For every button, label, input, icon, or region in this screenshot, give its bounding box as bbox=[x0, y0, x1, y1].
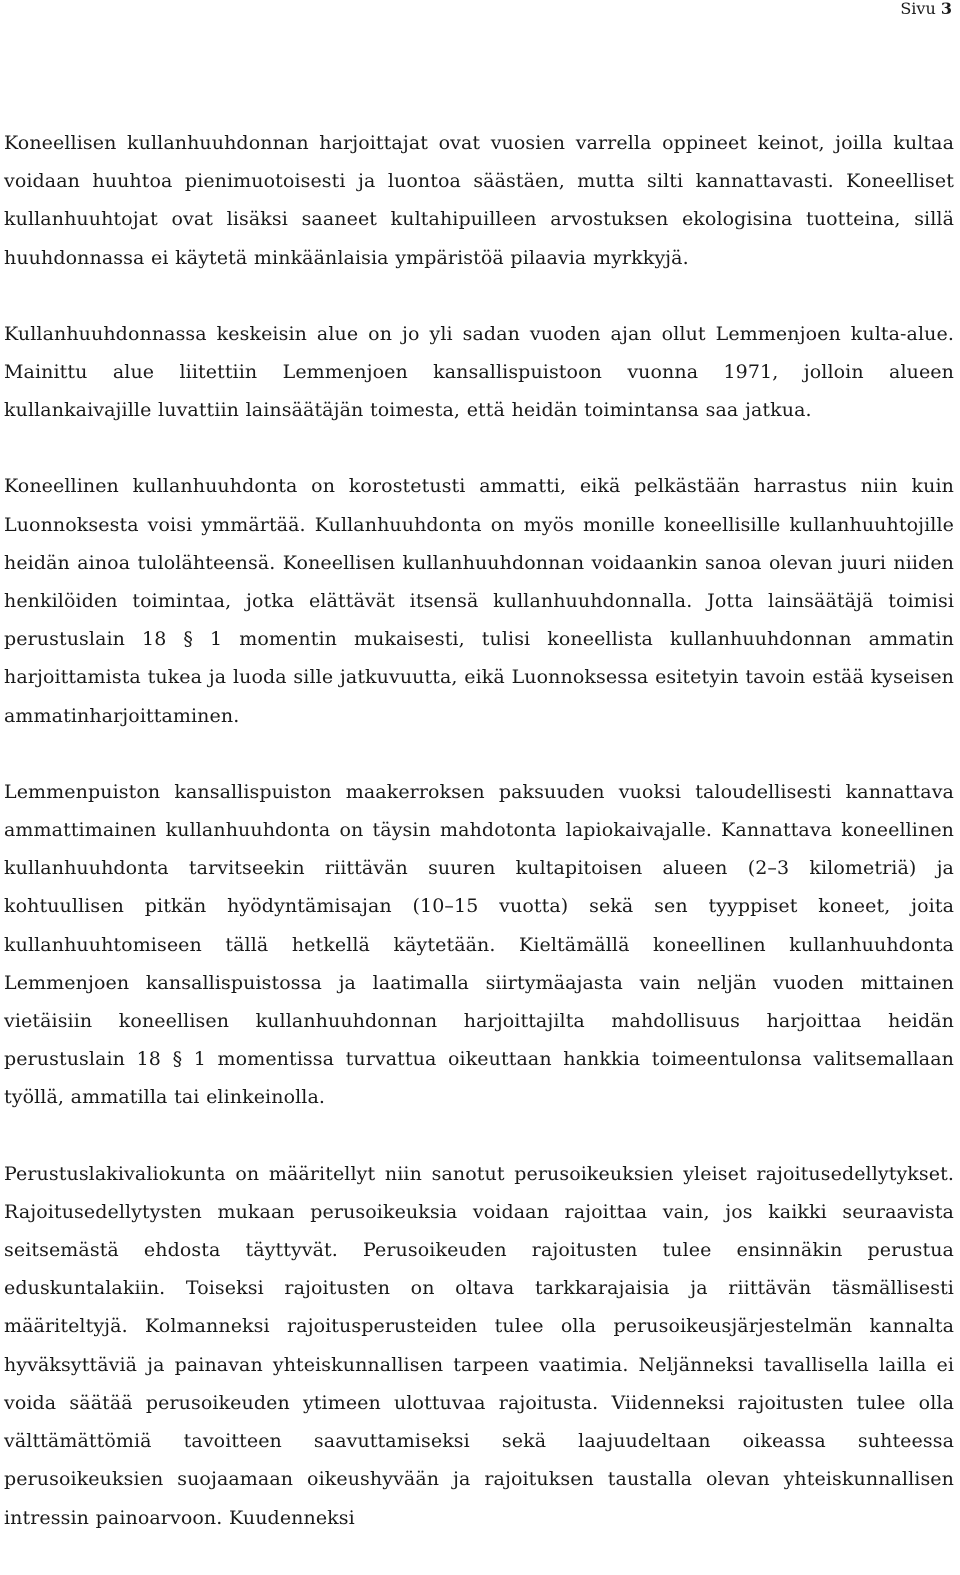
document-body bbox=[4, 124, 954, 1575]
paragraph-4: Lemmenpuiston kansallispuiston maakerroksen paksuuden vuoksi taloudellisesti kannattava ammattimainen kullanhuuhdonta on täysin mahdotonta lapiokaivajalle. Kannattava koneellinen kullanhuuhdonta tarvitseekin riittävän suuren kultapitoisen alueen (2–3 kilometriä) ja kohtuullisen pitkän hyödyntämisajan (10–15 vuotta) sekä sen tyyppiset koneet, joita kullanhuuhtomiseen tällä hetkellä käytetään. Kieltämällä koneellinen kullanhuuhdonta Lemmenjoen kansallispuistossa ja laatimalla siirtymäajasta vain neljän vuoden mittainen vietäisiin koneellisen kullanhuuhdonnan harjoittajilta mahdollisuus harjoittaa heidän perustuslain 18 § 1 momentissa turvattua oikeuttaan hankkia toimeentulonsa valitsemallaan työllä, ammatilla tai elinkeinolla. bbox=[4, 780, 954, 1109]
paragraph-3: Koneellinen kullanhuuhdonta on korostetusti ammatti, eikä pelkästään harrastus niin kuin Luonnoksesta voisi ymmärtää. Kullanhuuhdonta on myös monille koneellisille kullanhuuhtojille heidän ainoa tulolähteensä. Koneellisen kullanhuuhdonnan voidaankin sanoa olevan juuri niiden henkilöiden toimintaa, jotka elättävät itsensä kullanhuuhdonnalla. Jotta lainsäätäjä toimisi perustuslain 18 § 1 momentin mukaisesti, tulisi koneellista kullanhuuhdonnan ammatin harjoittamista tukea ja luoda sille jatkuvuutta, eikä Luonnoksessa esitetyin tavoin estää kyseisen ammatinharjoittaminen. bbox=[4, 475, 954, 727]
paragraph-2: Kullanhuuhdonnassa keskeisin alue on jo yli sadan vuoden ajan ollut Lemmenjoen kulta-alue. Mainittu alue liitettiin Lemmenjoen kansallispuistoon vuonna 1971, jolloin alueen kullankaivajille luvattiin lainsäätäjän toimesta, että heidän toimintansa saa jatkua. bbox=[4, 322, 954, 422]
page-number bbox=[900, 0, 952, 18]
paragraph-1: Koneellisen kullanhuuhdonnan harjoittajat ovat vuosien varrella oppineet keinot, joilla kultaa voidaan huuhtoa pienimuotoisesti ja luontoa säästäen, mutta silti kannattavasti. Koneelliset kullanhuuhtojat ovat lisäksi saaneet kultahipuilleen arvostuksen ekologisina tuotteina, sillä huuhdonnassa ei käytetä minkäänlaisia ympäristöä pilaavia myrkkyjä. bbox=[4, 132, 954, 269]
page-number-value: 3 bbox=[940, 0, 952, 18]
paragraph-5: Perustuslakivaliokunta on määritellyt niin sanotut perusoikeuksien yleiset rajoitusedellytykset. Rajoitusedellytysten mukaan perusoikeuksia voidaan rajoittaa vain, jos kaikki seuraavista seitsemästä ehdosta täyttyvät. Perusoikeuden rajoitusten tulee ensinnäkin perustua eduskuntalakiin. Toiseksi rajoitusten on oltava tarkkarajaisia ja riittävän täsmällisesti määriteltyjä. Kolmanneksi rajoitusperusteiden tulee olla perusoikeusjärjestelmän kannalta hyväksyttäviä ja painavan yhteiskunnallisen tarpeen vaatimia. Neljänneksi tavallisella lailla ei voida säätää perusoikeuden ytimeen ulottuvaa rajoitusta. Viidenneksi rajoitusten tulee olla välttämättömiä tavoitteen saavuttamiseksi sekä laajuudeltaan oikeassa suhteessa perusoikeuksien suojaamaan oikeushyvään ja rajoituksen taustalla olevan yhteiskunnallisen intressin painoarvoon. Kuudenneksi bbox=[4, 1162, 954, 1529]
page-label: Sivu bbox=[900, 0, 936, 18]
